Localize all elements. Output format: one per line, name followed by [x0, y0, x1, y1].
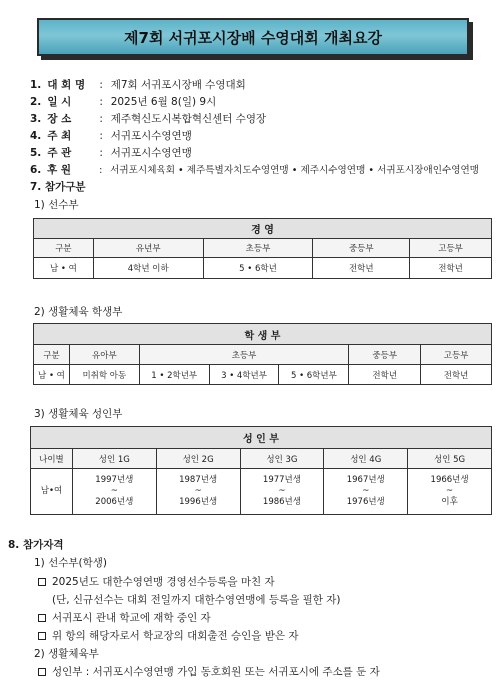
info-number: 6. [30, 164, 42, 176]
table-cell: 1 • 2학년부 [139, 365, 209, 385]
range-to: 이후 [441, 497, 458, 507]
age-range-cell [156, 469, 240, 515]
range-sep: ~ [110, 486, 118, 496]
info-value: 제주혁신도시복합혁신센터 수영장 [110, 113, 267, 125]
range-to: 1976년생 [346, 497, 385, 507]
info-value: 서귀포시수영연맹 [110, 130, 192, 142]
table-header: 학 생 부 [34, 324, 492, 345]
info-value: 서귀포시체육회 • 제주특별자치도수영연맹 • 제주시수영연맹 • 서귀포시장애인수영연맹 [110, 165, 480, 176]
range-from: 1977년생 [262, 475, 301, 485]
info-number: 2. [30, 96, 42, 108]
range-from: 1966년생 [430, 475, 469, 485]
column-header: 초등부 [139, 345, 349, 365]
column-header: 성인 4G [324, 449, 408, 469]
section-8-sub-2: 2) 생활체육부 [34, 648, 99, 660]
column-header: 나이별 [31, 449, 73, 469]
age-range-cell [408, 469, 492, 515]
table-cell: 남 • 여 [34, 365, 70, 385]
age-range-cell [72, 469, 156, 515]
checkbox-square-icon [38, 632, 46, 640]
column-header: 중등부 [349, 345, 421, 365]
column-header: 유아부 [69, 345, 139, 365]
table-cell: 3 • 4학년부 [209, 365, 279, 385]
range-sep: ~ [446, 486, 454, 496]
info-row-venue: 3. 장 소 : 제주혁신도시복합혁신센터 수영장 [30, 113, 267, 125]
qualification-text: 위 항의 해당자로서 학교장의 대회출전 승인을 받은 자 [52, 630, 299, 642]
column-header: 성인 3G [240, 449, 324, 469]
qualification-item [38, 664, 380, 679]
table-cell: 전학년 [421, 365, 492, 385]
section-7-sub-1: 1) 선수부 [34, 199, 79, 211]
info-value: 제7회 서귀포시장배 수영대회 [110, 79, 246, 91]
table-cell: 4학년 이하 [93, 258, 203, 279]
column-header: 성인 2G [156, 449, 240, 469]
range-to: 1996년생 [179, 497, 218, 507]
table-header: 성 인 부 [31, 427, 492, 449]
column-header: 성인 5G [408, 449, 492, 469]
checkbox-square-icon [38, 578, 46, 586]
column-header: 성인 1G [72, 449, 156, 469]
section-7-title: 7. 참가구분 [30, 181, 86, 193]
qualification-text: 2025년도 대한수영연맹 경영선수등록을 마친 자 [52, 576, 275, 588]
column-header: 유년부 [93, 239, 203, 258]
info-row-event-name: 1. 대 회 명 : 제7회 서귀포시장배 수영대회 [30, 79, 246, 91]
info-row-organizer: 5. 주 관 : 서귀포시수영연맹 [30, 147, 192, 159]
column-header: 구분 [34, 239, 94, 258]
info-number: 3. [30, 113, 42, 125]
qualification-note: (단, 신규선수는 대회 전일까지 대한수영연맹에 등록을 필한 자) [52, 594, 341, 606]
range-sep: ~ [278, 486, 286, 496]
column-header: 초등부 [203, 239, 313, 258]
table-cell: 전학년 [349, 365, 421, 385]
checkbox-square-icon [38, 614, 46, 622]
checkbox-square-icon [38, 668, 46, 676]
info-number: 4. [30, 130, 42, 142]
info-label: 주 최 [47, 130, 72, 142]
section-7-sub-3: 3) 생활체육 성인부 [34, 408, 123, 420]
info-value: 2025년 6월 8(일) 9시 [110, 96, 217, 108]
section-8-title: 8. 참가자격 [8, 539, 64, 551]
qualification-item [38, 574, 275, 589]
table-cell: 5 • 6학년부 [279, 365, 349, 385]
range-from: 1997년생 [95, 475, 134, 485]
athlete-division-table [33, 218, 492, 279]
range-from: 1987년생 [179, 475, 218, 485]
info-row-host: 4. 주 최 : 서귀포시수영연맹 [30, 130, 192, 142]
column-header: 고등부 [410, 239, 492, 258]
section-8-sub-1: 1) 선수부(학생) [34, 557, 108, 569]
info-label: 일 시 [47, 96, 72, 108]
qualification-item [38, 628, 299, 643]
age-range-cell [324, 469, 408, 515]
range-to: 1986년생 [262, 497, 301, 507]
info-label: 대 회 명 [47, 79, 86, 91]
info-value: 서귀포시수영연맹 [110, 147, 192, 159]
info-number: 5. [30, 147, 42, 159]
table-cell: 전학년 [410, 258, 492, 279]
title-banner [37, 18, 469, 56]
table-cell: 전학년 [313, 258, 410, 279]
table-cell: 미취학 아동 [69, 365, 139, 385]
range-sep: ~ [362, 486, 370, 496]
table-cell: 5 • 6학년 [203, 258, 313, 279]
info-row-sponsor: 6. 후 원 : 서귀포시체육회 • 제주특별자치도수영연맹 • 제주시수영연맹 • 서귀포시장애인수영연맹 [30, 164, 480, 176]
age-range-cell [240, 469, 324, 515]
section-7-sub-2: 2) 생활체육 학생부 [34, 306, 123, 318]
column-header: 중등부 [313, 239, 410, 258]
info-number: 1. [30, 79, 42, 91]
document-title: 제7회 서귀포시장배 수영대회 개최요강 [124, 28, 382, 47]
student-division-table [33, 323, 492, 385]
column-header: 구분 [34, 345, 70, 365]
qualification-text: 성인부 : 서귀포시수영연맹 가입 동호회원 또는 서귀포시에 주소를 둔 자 [52, 666, 380, 678]
qualification-item [38, 610, 211, 625]
adult-division-table [30, 426, 492, 515]
info-label: 주 관 [47, 147, 72, 159]
table-header: 경 영 [34, 219, 492, 239]
info-row-datetime: 2. 일 시 : 2025년 6월 8(일) 9시 [30, 96, 217, 108]
range-from: 1967년생 [346, 475, 385, 485]
row-label: 남•여 [31, 469, 73, 515]
info-label: 장 소 [47, 113, 72, 125]
table-cell: 남 • 여 [34, 258, 94, 279]
range-sep: ~ [194, 486, 202, 496]
range-to: 2006년생 [95, 497, 134, 507]
column-header: 고등부 [421, 345, 492, 365]
qualification-text: 서귀포시 관내 학교에 재학 중인 자 [52, 612, 211, 624]
info-label: 후 원 [47, 164, 72, 176]
